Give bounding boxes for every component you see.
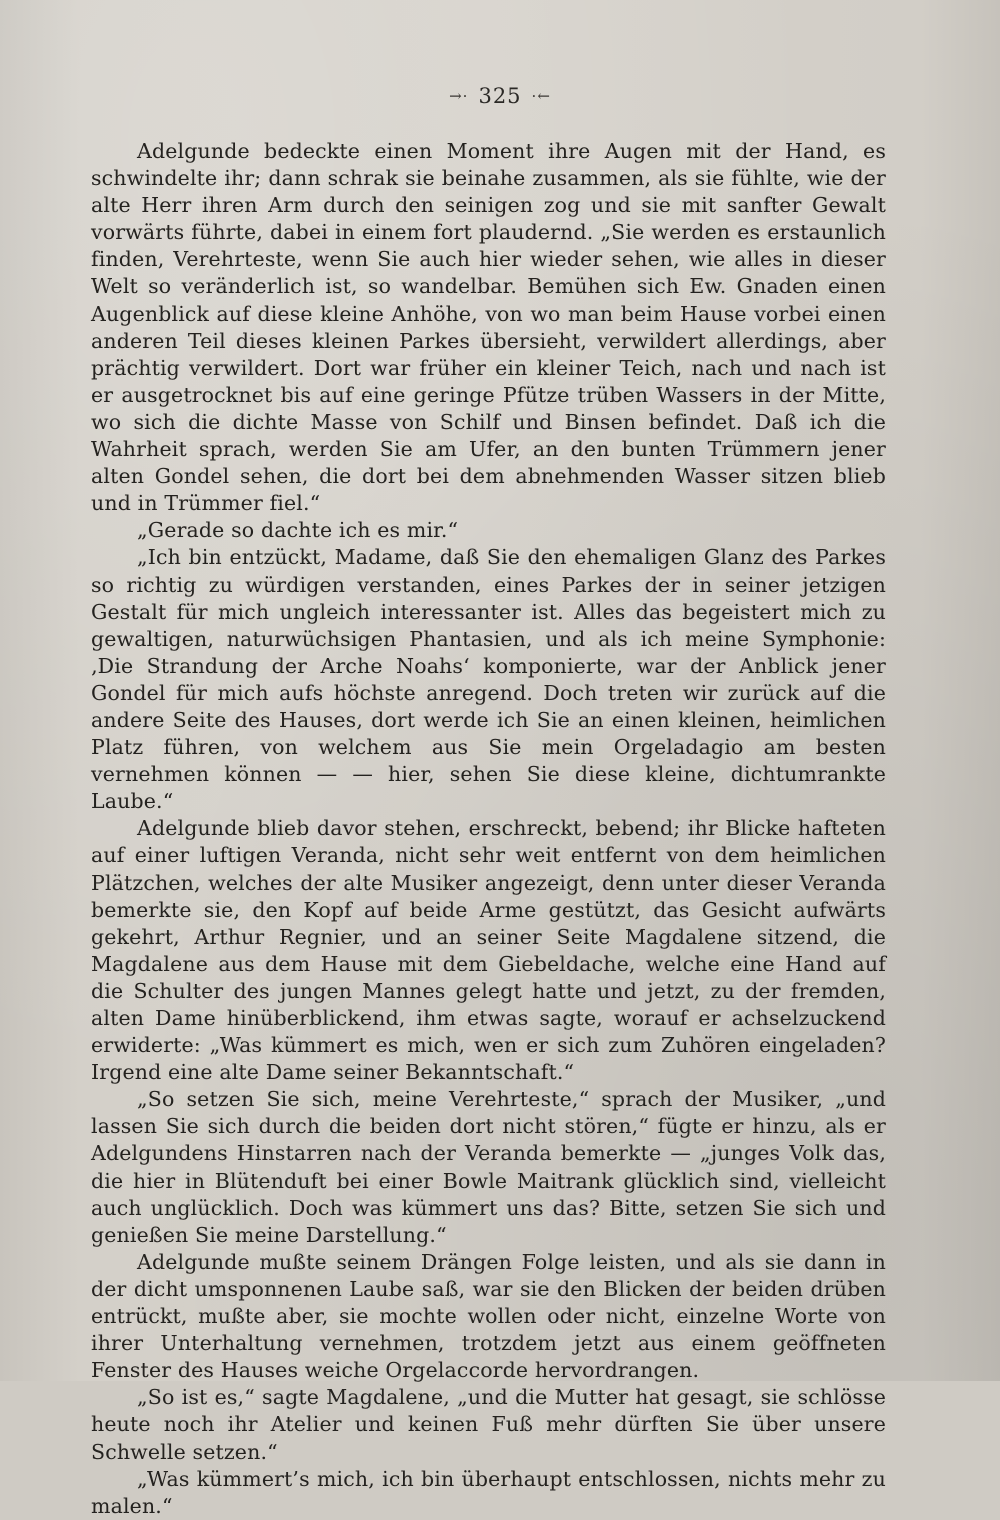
paragraph: „So ist es,“ sagte Magdalene, „und die Mutter hat gesagt, sie schlösse heute noch ihr Atelier und keinen Fuß mehr dürften Sie über unsere Schwelle setzen.“: [91, 1385, 886, 1464]
paragraph: „Was kümmert’s mich, ich bin überhaupt entschlossen, nichts mehr zu malen.“: [91, 1466, 886, 1518]
right-ornament-icon: ·←: [531, 87, 551, 105]
paragraph: Adelgunde bedeckte einen Moment ihre Augen mit der Hand, es schwindelte ihr; dann schrak sie beinahe zusammen, als sie fühlte, wie der alte Herr ihren Arm durch den seinigen zog und sie mit sanfter Gewalt vorwärts führte, dabei in einem fort plaudernd. „Sie werden es erstaunlich finden, Verehrteste, wenn Sie auch hier wieder sehen, wie alles in dieser Welt so veränderlich ist, so wandelbar. Bemühen sich Ew. Gnaden einen Augenblick auf diese kleine Anhöhe, von wo man beim Hause vorbei einen anderen Teil dieses kleinen Parkes übersieht, verwildert allerdings, aber prächtig verwildert. Dort war früher ein kleiner Teich, nach und nach ist er ausgetrocknet bis auf eine geringe Pfütze trüben Wassers in der Mitte, wo sich die dichte Masse von Schilf und Binsen befindet. Daß ich die Wahrheit sprach, werden Sie am Ufer, an den bunten Trümmern jener alten Gondel sehen, die dort bei dem abnehmenden Wasser sitzen blieb und in Trümmer fiel.“: [91, 139, 886, 516]
paragraph: „Gerade so dachte ich es mir.“: [137, 518, 459, 543]
paragraph: „So setzen Sie sich, meine Verehrteste,“ sprach der Musiker, „und lassen Sie sich durch die beiden dort nicht stören,“ fügte er hinzu, als er Adelgundens Hinstarren nach der Veranda bemerkte — „junges Volk das, die hier in Blütenduft bei einer Bowle Maitrank glücklich sind, vielleicht auch unglücklich. Doch was kümmert uns das? Bitte, setzen Sie sich und genießen Sie meine Darstellung.“: [91, 1087, 886, 1247]
paragraph: Adelgunde mußte seinem Drängen Folge leisten, und als sie dann in der dicht umsponnenen Laube saß, war sie den Blicken der beiden drüben entrückt, mußte aber, sie mochte wollen oder nicht, einzelne Worte von ihrer Unterhaltung vernehmen, trotzdem jetzt aus einem geöffneten Fenster des Hauses weiche Orgelaccorde hervordrangen.: [91, 1249, 886, 1383]
paragraph: Adelgunde blieb davor stehen, erschreckt, bebend; ihr Blicke hafteten auf einer luftigen Veranda, nicht sehr weit entfernt von dem heimlichen Plätzchen, welches der alte Musiker angezeigt, denn unter dieser Veranda bemerkte sie, den Kopf auf beide Arme gestützt, das Gesicht aufwärts gekehrt, Arthur Regnier, und an seiner Seite Magdalene sitzend, die Magdalene aus dem Hause mit dem Giebeldache, welche eine Hand auf die Schulter des jungen Mannes gelegt hatte und jetzt, zu der fremden, alten Dame hinüberblickend, ihm etwas sagte, worauf er achselzuckend erwiderte: „Was kümmert es mich, wen er sich zum Zuhören eingeladen? Irgend eine alte Dame seiner Bekanntschaft.“: [91, 816, 886, 1085]
page-header: [0, 84, 1000, 108]
page-number: 325: [478, 84, 522, 108]
paragraph: „Ich bin entzückt, Madame, daß Sie den ehemaligen Glanz des Parkes so richtig zu würdigen verstanden, eines Parkes der in seiner jetzigen Gestalt für mich ungleich interessanter ist. Alles das begeistert mich zu gewaltigen, naturwüchsigen Phantasien, und als ich meine Symphonie: ‚Die Strandung der Arche Noahs‘ komponierte, war der Anblick jener Gondel für mich aufs höchste anregend. Doch treten wir zurück auf die andere Seite des Hauses, dort werde ich Sie an einen kleinen, heimlichen Platz führen, von welchem aus Sie mein Orgeladagio am besten vernehmen können — — hier, sehen Sie diese kleine, dichtumrankte Laube.“: [91, 545, 886, 814]
body-text: [91, 138, 886, 1520]
left-ornament-icon: →·: [449, 87, 469, 105]
